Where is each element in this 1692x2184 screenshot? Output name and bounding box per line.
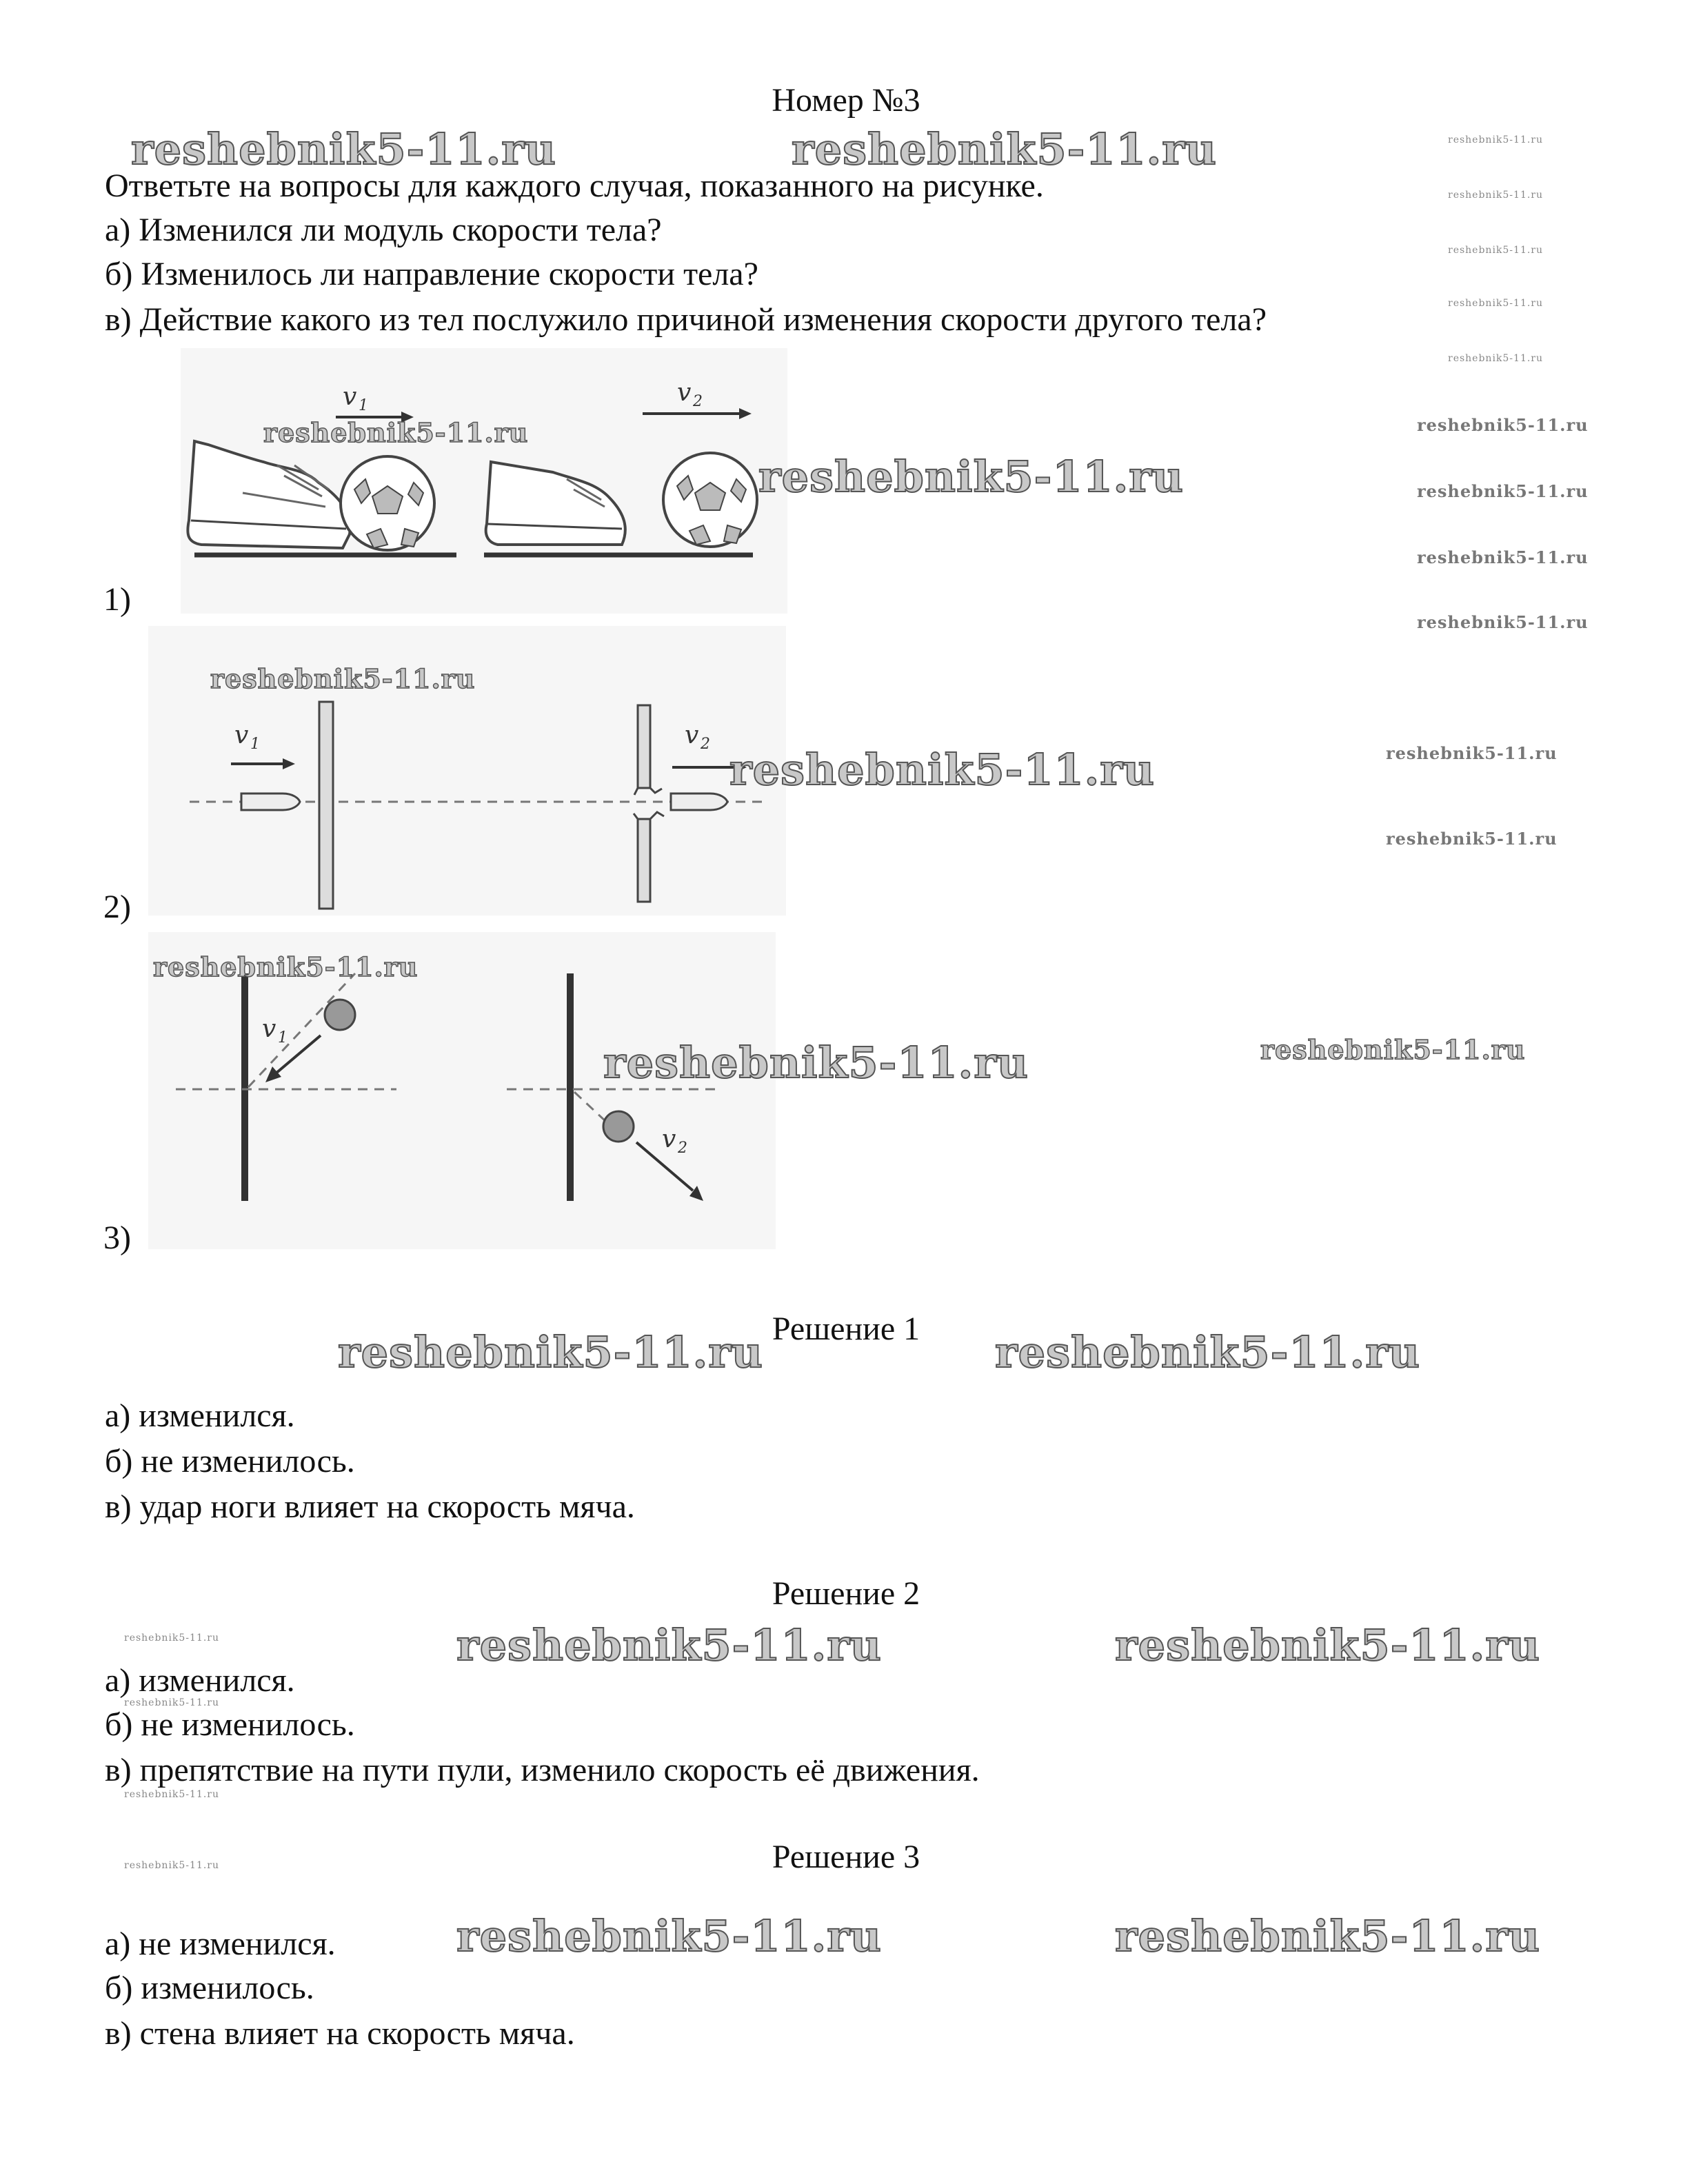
watermark: reshebnik5-11.ru xyxy=(1115,1911,1540,1961)
figure-1-label: 1) xyxy=(103,581,131,618)
figure-1-v2-label: v xyxy=(677,378,692,407)
question-b: б) Изменилось ли направление скорости тела? xyxy=(105,256,758,292)
figure-3-v2-sub: 2 xyxy=(678,1140,687,1157)
figure-2-v2-label: v xyxy=(685,721,699,749)
watermark: reshebnik5-11.ru xyxy=(1260,1034,1526,1065)
solution-2-title: Решение 2 xyxy=(772,1575,920,1612)
watermark: reshebnik5-11.ru xyxy=(456,1911,882,1961)
watermark: reshebnik5-11.ru xyxy=(1386,743,1558,763)
figure-1-shoe-ball xyxy=(181,348,787,617)
figure-3-v2-label: v xyxy=(662,1125,676,1153)
question-c: в) Действие какого из тел послужило причиной изменения скорости другого тела? xyxy=(105,301,1267,338)
page-title: Номер №3 xyxy=(772,82,920,119)
watermark: reshebnik5-11.ru xyxy=(729,745,1155,795)
watermark: reshebnik5-11.ru xyxy=(338,1327,763,1377)
solution-3-c: в) стена влияет на скорость мяча. xyxy=(105,2015,575,2052)
solution-1-title: Решение 1 xyxy=(772,1311,920,1347)
figure-2-v1-sub: 1 xyxy=(250,736,260,753)
figure-2-v2-sub: 2 xyxy=(701,736,710,753)
solution-1-b: б) не изменилось. xyxy=(105,1443,355,1479)
solution-1-a: а) изменился. xyxy=(105,1397,295,1434)
watermark: reshebnik5-11.ru xyxy=(1417,415,1589,435)
watermark: reshebnik5-11.ru xyxy=(131,124,556,174)
solution-3-b: б) изменилось. xyxy=(105,1970,314,2006)
watermark: reshebnik5-11.ru xyxy=(124,1789,220,1800)
watermark: reshebnik5-11.ru xyxy=(263,417,529,448)
solution-3-a: а) не изменился. xyxy=(105,1925,336,1962)
figure-1-v1-sub: 1 xyxy=(359,397,368,414)
figure-3-v1-label: v xyxy=(262,1015,276,1043)
watermark: reshebnik5-11.ru xyxy=(1417,481,1589,501)
solution-3-title: Решение 3 xyxy=(772,1839,920,1875)
figure-2-v1-label: v xyxy=(234,721,249,749)
watermark: reshebnik5-11.ru xyxy=(124,1697,220,1708)
watermark: reshebnik5-11.ru xyxy=(1448,134,1544,145)
watermark: reshebnik5-11.ru xyxy=(603,1038,1029,1088)
watermark: reshebnik5-11.ru xyxy=(792,124,1217,174)
watermark: reshebnik5-11.ru xyxy=(758,452,1184,502)
watermark: reshebnik5-11.ru xyxy=(210,663,476,694)
solution-2-b: б) не изменилось. xyxy=(105,1706,355,1743)
figure-3-v1-sub: 1 xyxy=(278,1029,288,1046)
watermark: reshebnik5-11.ru xyxy=(1448,353,1544,364)
solution-1-c: в) удар ноги влияет на скорость мяча. xyxy=(105,1488,635,1525)
watermark: reshebnik5-11.ru xyxy=(1448,298,1544,309)
watermark: reshebnik5-11.ru xyxy=(995,1327,1420,1377)
watermark: reshebnik5-11.ru xyxy=(153,951,419,982)
watermark: reshebnik5-11.ru xyxy=(1417,547,1589,567)
figure-3-label: 3) xyxy=(103,1220,131,1256)
solution-2-c: в) препятствие на пути пули, изменило скорость её движения. xyxy=(105,1752,980,1788)
watermark: reshebnik5-11.ru xyxy=(124,1632,220,1644)
watermark: reshebnik5-11.ru xyxy=(456,1620,882,1670)
watermark: reshebnik5-11.ru xyxy=(1115,1620,1540,1670)
watermark: reshebnik5-11.ru xyxy=(1448,245,1544,256)
watermark: reshebnik5-11.ru xyxy=(1417,612,1589,632)
watermark: reshebnik5-11.ru xyxy=(124,1860,220,1871)
solution-2-a: а) изменился. xyxy=(105,1662,295,1699)
figure-1-v2-sub: 2 xyxy=(693,393,703,410)
watermark: reshebnik5-11.ru xyxy=(1448,190,1544,201)
figure-1-v1-label: v xyxy=(343,383,357,411)
question-a: а) Изменился ли модуль скорости тела? xyxy=(105,212,662,248)
question-intro: Ответьте на вопросы для каждого случая, показанного на рисунке. xyxy=(105,168,1044,204)
figure-2-label: 2) xyxy=(103,889,131,925)
watermark: reshebnik5-11.ru xyxy=(1386,829,1558,849)
